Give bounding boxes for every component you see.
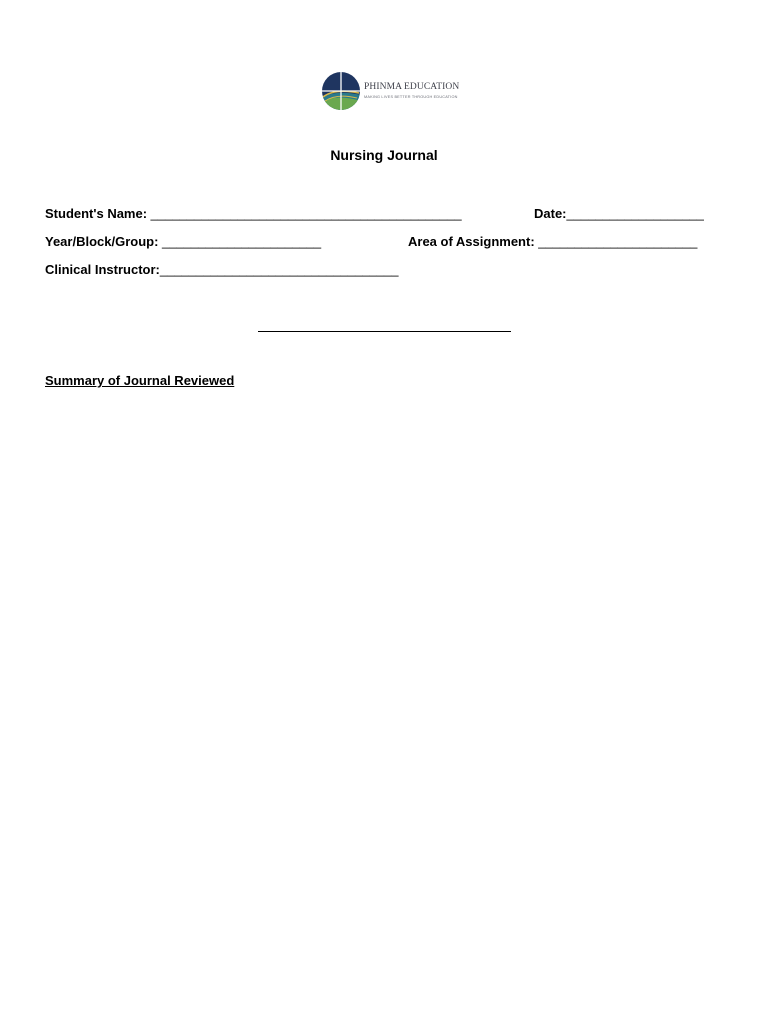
student-name-label: Student's Name:	[45, 206, 148, 221]
year-block-group-field	[45, 234, 321, 250]
summary-heading: Summary of Journal Reviewed	[45, 373, 235, 388]
phinma-education-logo	[321, 70, 461, 112]
year-block-group-blank: ______________________	[158, 234, 322, 249]
date-field	[534, 206, 704, 222]
date-blank: ___________________	[566, 206, 704, 221]
phinma-globe-icon	[321, 71, 361, 111]
logo-name: PHINMA EDUCATION	[364, 82, 460, 92]
signature-line	[258, 331, 511, 332]
document-title: Nursing Journal	[330, 147, 438, 163]
area-of-assignment-label: Area of Assignment:	[408, 234, 535, 249]
date-label: Date:	[534, 206, 567, 221]
student-name-blank: ___________________________________________	[147, 206, 462, 221]
year-block-group-label: Year/Block/Group:	[45, 234, 159, 249]
logo-tagline: MAKING LIVES BETTER THROUGH EDUCATION	[364, 95, 458, 99]
student-name-field	[45, 206, 462, 222]
area-of-assignment-blank: ______________________	[534, 234, 698, 249]
clinical-instructor-label: Clinical Instructor:	[45, 262, 160, 277]
clinical-instructor-blank: _________________________________	[159, 262, 399, 277]
area-of-assignment-field	[408, 234, 697, 250]
clinical-instructor-field	[45, 262, 398, 278]
